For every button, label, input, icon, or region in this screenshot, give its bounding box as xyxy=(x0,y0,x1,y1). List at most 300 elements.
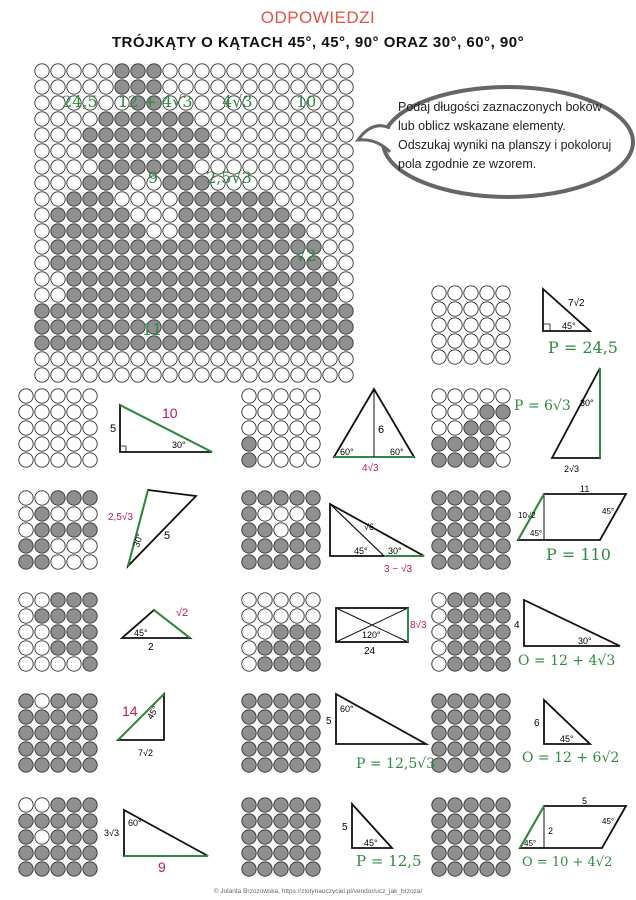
board-cell[interactable] xyxy=(291,368,305,382)
board-cell[interactable] xyxy=(195,80,209,94)
board-cell[interactable] xyxy=(163,192,177,206)
board-cell[interactable] xyxy=(323,64,337,78)
board-cell[interactable] xyxy=(179,352,193,366)
board-cell[interactable] xyxy=(339,288,353,302)
board-cell[interactable] xyxy=(179,176,193,190)
board-cell[interactable] xyxy=(323,272,337,286)
board-cell[interactable] xyxy=(115,256,129,270)
board-cell[interactable] xyxy=(99,176,113,190)
board-cell[interactable] xyxy=(307,320,321,334)
board-cell[interactable] xyxy=(147,128,161,142)
board-cell[interactable] xyxy=(307,304,321,318)
board-cell[interactable] xyxy=(99,352,113,366)
board-cell[interactable] xyxy=(275,144,289,158)
board-cell[interactable] xyxy=(131,224,145,238)
board-cell[interactable] xyxy=(291,352,305,366)
board-cell[interactable] xyxy=(259,256,273,270)
board-cell[interactable] xyxy=(259,208,273,222)
board-cell[interactable] xyxy=(323,128,337,142)
board-cell[interactable] xyxy=(51,352,65,366)
board-cell[interactable] xyxy=(67,128,81,142)
board-cell[interactable] xyxy=(83,112,97,126)
board-cell[interactable] xyxy=(131,288,145,302)
board-cell[interactable] xyxy=(115,272,129,286)
board-cell[interactable] xyxy=(35,128,49,142)
board-cell[interactable] xyxy=(227,336,241,350)
board-cell[interactable] xyxy=(115,304,129,318)
board-cell[interactable] xyxy=(83,368,97,382)
board-cell[interactable] xyxy=(179,320,193,334)
board-cell[interactable] xyxy=(131,256,145,270)
board-cell[interactable] xyxy=(323,320,337,334)
board-cell[interactable] xyxy=(179,144,193,158)
board-cell[interactable] xyxy=(243,368,257,382)
board-cell[interactable] xyxy=(179,224,193,238)
board-cell[interactable] xyxy=(131,272,145,286)
board-cell[interactable] xyxy=(275,320,289,334)
board-cell[interactable] xyxy=(243,320,257,334)
board-cell[interactable] xyxy=(147,256,161,270)
board-cell[interactable] xyxy=(163,352,177,366)
answer-board[interactable] xyxy=(34,63,354,383)
board-cell[interactable] xyxy=(163,208,177,222)
board-cell[interactable] xyxy=(275,272,289,286)
board-cell[interactable] xyxy=(291,288,305,302)
board-cell[interactable] xyxy=(67,208,81,222)
board-cell[interactable] xyxy=(243,272,257,286)
board-cell[interactable] xyxy=(67,64,81,78)
board-cell[interactable] xyxy=(227,304,241,318)
board-cell[interactable] xyxy=(259,240,273,254)
board-cell[interactable] xyxy=(243,336,257,350)
board-cell[interactable] xyxy=(163,112,177,126)
board-cell[interactable] xyxy=(115,336,129,350)
board-cell[interactable] xyxy=(131,304,145,318)
board-cell[interactable] xyxy=(99,320,113,334)
board-cell[interactable] xyxy=(227,288,241,302)
board-cell[interactable] xyxy=(195,192,209,206)
board-cell[interactable] xyxy=(35,80,49,94)
board-cell[interactable] xyxy=(131,112,145,126)
board-cell[interactable] xyxy=(179,208,193,222)
board-cell[interactable] xyxy=(131,192,145,206)
board-cell[interactable] xyxy=(195,240,209,254)
board-cell[interactable] xyxy=(115,128,129,142)
board-cell[interactable] xyxy=(195,352,209,366)
board-cell[interactable] xyxy=(67,160,81,174)
board-cell[interactable] xyxy=(243,192,257,206)
board-cell[interactable] xyxy=(259,80,273,94)
board-cell[interactable] xyxy=(99,224,113,238)
board-cell[interactable] xyxy=(211,224,225,238)
board-cell[interactable] xyxy=(243,224,257,238)
board-cell[interactable] xyxy=(147,352,161,366)
board-cell[interactable] xyxy=(99,192,113,206)
board-cell[interactable] xyxy=(339,208,353,222)
board-cell[interactable] xyxy=(227,64,241,78)
board-cell[interactable] xyxy=(227,112,241,126)
board-cell[interactable] xyxy=(147,192,161,206)
board-cell[interactable] xyxy=(163,240,177,254)
board-cell[interactable] xyxy=(131,128,145,142)
board-cell[interactable] xyxy=(115,192,129,206)
board-cell[interactable] xyxy=(51,208,65,222)
board-cell[interactable] xyxy=(51,272,65,286)
board-cell[interactable] xyxy=(259,96,273,110)
board-cell[interactable] xyxy=(83,272,97,286)
board-cell[interactable] xyxy=(275,128,289,142)
board-cell[interactable] xyxy=(67,352,81,366)
board-cell[interactable] xyxy=(195,96,209,110)
board-cell[interactable] xyxy=(291,112,305,126)
board-cell[interactable] xyxy=(323,304,337,318)
board-cell[interactable] xyxy=(115,320,129,334)
board-cell[interactable] xyxy=(243,288,257,302)
board-cell[interactable] xyxy=(307,336,321,350)
board-cell[interactable] xyxy=(147,64,161,78)
board-cell[interactable] xyxy=(275,96,289,110)
board-cell[interactable] xyxy=(195,368,209,382)
board-cell[interactable] xyxy=(67,192,81,206)
board-cell[interactable] xyxy=(211,208,225,222)
board-cell[interactable] xyxy=(227,192,241,206)
board-cell[interactable] xyxy=(259,352,273,366)
board-cell[interactable] xyxy=(211,368,225,382)
board-cell[interactable] xyxy=(179,368,193,382)
board-cell[interactable] xyxy=(211,304,225,318)
board-cell[interactable] xyxy=(163,64,177,78)
board-cell[interactable] xyxy=(35,96,49,110)
board-cell[interactable] xyxy=(195,144,209,158)
board-cell[interactable] xyxy=(115,368,129,382)
board-cell[interactable] xyxy=(35,368,49,382)
board-cell[interactable] xyxy=(227,128,241,142)
board-cell[interactable] xyxy=(259,128,273,142)
board-cell[interactable] xyxy=(307,272,321,286)
board-cell[interactable] xyxy=(115,224,129,238)
board-cell[interactable] xyxy=(51,160,65,174)
board-cell[interactable] xyxy=(115,288,129,302)
board-cell[interactable] xyxy=(323,336,337,350)
board-cell[interactable] xyxy=(51,176,65,190)
board-cell[interactable] xyxy=(259,112,273,126)
board-cell[interactable] xyxy=(227,352,241,366)
board-cell[interactable] xyxy=(243,352,257,366)
board-cell[interactable] xyxy=(35,256,49,270)
board-cell[interactable] xyxy=(211,128,225,142)
board-cell[interactable] xyxy=(275,256,289,270)
board-cell[interactable] xyxy=(83,144,97,158)
board-cell[interactable] xyxy=(51,64,65,78)
board-cell[interactable] xyxy=(147,208,161,222)
board-cell[interactable] xyxy=(51,240,65,254)
board-cell[interactable] xyxy=(131,208,145,222)
board-cell[interactable] xyxy=(195,112,209,126)
board-cell[interactable] xyxy=(131,176,145,190)
board-cell[interactable] xyxy=(323,288,337,302)
board-cell[interactable] xyxy=(179,256,193,270)
board-cell[interactable] xyxy=(195,336,209,350)
board-cell[interactable] xyxy=(99,144,113,158)
board-cell[interactable] xyxy=(163,160,177,174)
board-cell[interactable] xyxy=(291,160,305,174)
board-cell[interactable] xyxy=(131,64,145,78)
board-cell[interactable] xyxy=(243,304,257,318)
board-cell[interactable] xyxy=(83,320,97,334)
board-cell[interactable] xyxy=(259,224,273,238)
board-cell[interactable] xyxy=(323,176,337,190)
board-cell[interactable] xyxy=(275,336,289,350)
board-cell[interactable] xyxy=(83,336,97,350)
board-cell[interactable] xyxy=(179,304,193,318)
board-cell[interactable] xyxy=(291,176,305,190)
board-cell[interactable] xyxy=(323,80,337,94)
board-cell[interactable] xyxy=(99,112,113,126)
board-cell[interactable] xyxy=(83,240,97,254)
board-cell[interactable] xyxy=(51,256,65,270)
board-cell[interactable] xyxy=(51,320,65,334)
board-cell[interactable] xyxy=(307,144,321,158)
board-cell[interactable] xyxy=(131,144,145,158)
board-cell[interactable] xyxy=(291,128,305,142)
board-cell[interactable] xyxy=(163,368,177,382)
board-cell[interactable] xyxy=(259,336,273,350)
board-cell[interactable] xyxy=(35,240,49,254)
board-cell[interactable] xyxy=(275,112,289,126)
board-cell[interactable] xyxy=(211,144,225,158)
board-cell[interactable] xyxy=(163,336,177,350)
board-cell[interactable] xyxy=(35,144,49,158)
board-cell[interactable] xyxy=(227,224,241,238)
board-cell[interactable] xyxy=(179,64,193,78)
board-cell[interactable] xyxy=(211,288,225,302)
board-cell[interactable] xyxy=(259,288,273,302)
board-cell[interactable] xyxy=(307,224,321,238)
board-cell[interactable] xyxy=(179,128,193,142)
board-cell[interactable] xyxy=(243,144,257,158)
board-cell[interactable] xyxy=(67,256,81,270)
board-cell[interactable] xyxy=(211,336,225,350)
board-cell[interactable] xyxy=(83,176,97,190)
board-cell[interactable] xyxy=(211,240,225,254)
board-cell[interactable] xyxy=(35,112,49,126)
board-cell[interactable] xyxy=(291,272,305,286)
board-cell[interactable] xyxy=(211,256,225,270)
board-cell[interactable] xyxy=(99,160,113,174)
board-cell[interactable] xyxy=(179,288,193,302)
board-cell[interactable] xyxy=(147,288,161,302)
board-cell[interactable] xyxy=(275,304,289,318)
board-cell[interactable] xyxy=(339,304,353,318)
board-cell[interactable] xyxy=(99,304,113,318)
board-cell[interactable] xyxy=(259,160,273,174)
board-cell[interactable] xyxy=(83,192,97,206)
board-cell[interactable] xyxy=(291,304,305,318)
board-cell[interactable] xyxy=(35,320,49,334)
board-cell[interactable] xyxy=(195,304,209,318)
board-cell[interactable] xyxy=(115,160,129,174)
board-cell[interactable] xyxy=(307,176,321,190)
board-cell[interactable] xyxy=(339,224,353,238)
board-cell[interactable] xyxy=(83,64,97,78)
board-cell[interactable] xyxy=(275,80,289,94)
board-cell[interactable] xyxy=(35,288,49,302)
board-cell[interactable] xyxy=(83,208,97,222)
board-cell[interactable] xyxy=(307,128,321,142)
board-cell[interactable] xyxy=(115,176,129,190)
board-cell[interactable] xyxy=(339,368,353,382)
board-cell[interactable] xyxy=(83,160,97,174)
board-cell[interactable] xyxy=(163,176,177,190)
board-cell[interactable] xyxy=(147,144,161,158)
board-cell[interactable] xyxy=(259,176,273,190)
board-cell[interactable] xyxy=(323,96,337,110)
board-cell[interactable] xyxy=(51,336,65,350)
board-cell[interactable] xyxy=(67,304,81,318)
board-cell[interactable] xyxy=(195,320,209,334)
board-cell[interactable] xyxy=(323,368,337,382)
board-cell[interactable] xyxy=(83,128,97,142)
board-cell[interactable] xyxy=(67,240,81,254)
board-cell[interactable] xyxy=(291,320,305,334)
board-cell[interactable] xyxy=(83,256,97,270)
board-cell[interactable] xyxy=(83,288,97,302)
board-cell[interactable] xyxy=(227,272,241,286)
board-cell[interactable] xyxy=(35,352,49,366)
board-cell[interactable] xyxy=(259,192,273,206)
board-cell[interactable] xyxy=(99,336,113,350)
board-cell[interactable] xyxy=(307,352,321,366)
board-cell[interactable] xyxy=(115,144,129,158)
board-cell[interactable] xyxy=(115,240,129,254)
board-cell[interactable] xyxy=(99,208,113,222)
board-cell[interactable] xyxy=(291,224,305,238)
board-cell[interactable] xyxy=(323,256,337,270)
board-cell[interactable] xyxy=(35,336,49,350)
board-cell[interactable] xyxy=(323,160,337,174)
board-cell[interactable] xyxy=(163,256,177,270)
board-cell[interactable] xyxy=(67,144,81,158)
board-cell[interactable] xyxy=(259,144,273,158)
board-cell[interactable] xyxy=(147,272,161,286)
board-cell[interactable] xyxy=(291,144,305,158)
board-cell[interactable] xyxy=(51,112,65,126)
board-cell[interactable] xyxy=(227,256,241,270)
board-cell[interactable] xyxy=(275,192,289,206)
board-cell[interactable] xyxy=(147,368,161,382)
board-cell[interactable] xyxy=(339,256,353,270)
board-cell[interactable] xyxy=(323,224,337,238)
board-cell[interactable] xyxy=(147,240,161,254)
board-cell[interactable] xyxy=(35,64,49,78)
board-cell[interactable] xyxy=(179,336,193,350)
board-cell[interactable] xyxy=(275,368,289,382)
board-cell[interactable] xyxy=(35,176,49,190)
board-cell[interactable] xyxy=(323,240,337,254)
board-cell[interactable] xyxy=(339,272,353,286)
board-cell[interactable] xyxy=(163,304,177,318)
board-cell[interactable] xyxy=(179,112,193,126)
board-cell[interactable] xyxy=(339,336,353,350)
board-cell[interactable] xyxy=(163,288,177,302)
board-cell[interactable] xyxy=(227,208,241,222)
board-cell[interactable] xyxy=(115,208,129,222)
board-cell[interactable] xyxy=(211,352,225,366)
board-cell[interactable] xyxy=(259,272,273,286)
board-cell[interactable] xyxy=(35,224,49,238)
board-cell[interactable] xyxy=(323,144,337,158)
board-cell[interactable] xyxy=(83,224,97,238)
board-cell[interactable] xyxy=(115,352,129,366)
board-cell[interactable] xyxy=(307,208,321,222)
board-cell[interactable] xyxy=(195,272,209,286)
board-cell[interactable] xyxy=(51,368,65,382)
board-cell[interactable] xyxy=(99,256,113,270)
board-cell[interactable] xyxy=(307,288,321,302)
board-cell[interactable] xyxy=(339,320,353,334)
board-cell[interactable] xyxy=(67,288,81,302)
board-cell[interactable] xyxy=(83,352,97,366)
board-cell[interactable] xyxy=(67,112,81,126)
board-cell[interactable] xyxy=(195,128,209,142)
board-cell[interactable] xyxy=(227,144,241,158)
board-cell[interactable] xyxy=(275,352,289,366)
board-cell[interactable] xyxy=(307,64,321,78)
board-cell[interactable] xyxy=(211,64,225,78)
board-cell[interactable] xyxy=(67,368,81,382)
board-cell[interactable] xyxy=(179,192,193,206)
board-cell[interactable] xyxy=(83,304,97,318)
board-cell[interactable] xyxy=(259,320,273,334)
board-cell[interactable] xyxy=(35,208,49,222)
board-cell[interactable] xyxy=(131,240,145,254)
board-cell[interactable] xyxy=(67,224,81,238)
board-cell[interactable] xyxy=(259,64,273,78)
board-cell[interactable] xyxy=(275,64,289,78)
board-cell[interactable] xyxy=(195,256,209,270)
board-cell[interactable] xyxy=(211,320,225,334)
board-cell[interactable] xyxy=(51,288,65,302)
board-cell[interactable] xyxy=(131,160,145,174)
board-cell[interactable] xyxy=(99,288,113,302)
board-cell[interactable] xyxy=(339,240,353,254)
board-cell[interactable] xyxy=(275,208,289,222)
board-cell[interactable] xyxy=(291,208,305,222)
board-cell[interactable] xyxy=(131,352,145,366)
board-cell[interactable] xyxy=(211,112,225,126)
board-cell[interactable] xyxy=(99,80,113,94)
board-cell[interactable] xyxy=(275,176,289,190)
board-cell[interactable] xyxy=(99,368,113,382)
board-cell[interactable] xyxy=(99,240,113,254)
board-cell[interactable] xyxy=(275,160,289,174)
board-cell[interactable] xyxy=(51,224,65,238)
board-cell[interactable] xyxy=(195,64,209,78)
board-cell[interactable] xyxy=(179,160,193,174)
board-cell[interactable] xyxy=(99,64,113,78)
board-cell[interactable] xyxy=(163,128,177,142)
board-cell[interactable] xyxy=(51,304,65,318)
board-cell[interactable] xyxy=(339,64,353,78)
board-cell[interactable] xyxy=(35,192,49,206)
board-cell[interactable] xyxy=(275,224,289,238)
board-cell[interactable] xyxy=(243,208,257,222)
board-cell[interactable] xyxy=(195,288,209,302)
board-cell[interactable] xyxy=(227,368,241,382)
board-cell[interactable] xyxy=(99,128,113,142)
board-cell[interactable] xyxy=(179,240,193,254)
board-cell[interactable] xyxy=(51,192,65,206)
